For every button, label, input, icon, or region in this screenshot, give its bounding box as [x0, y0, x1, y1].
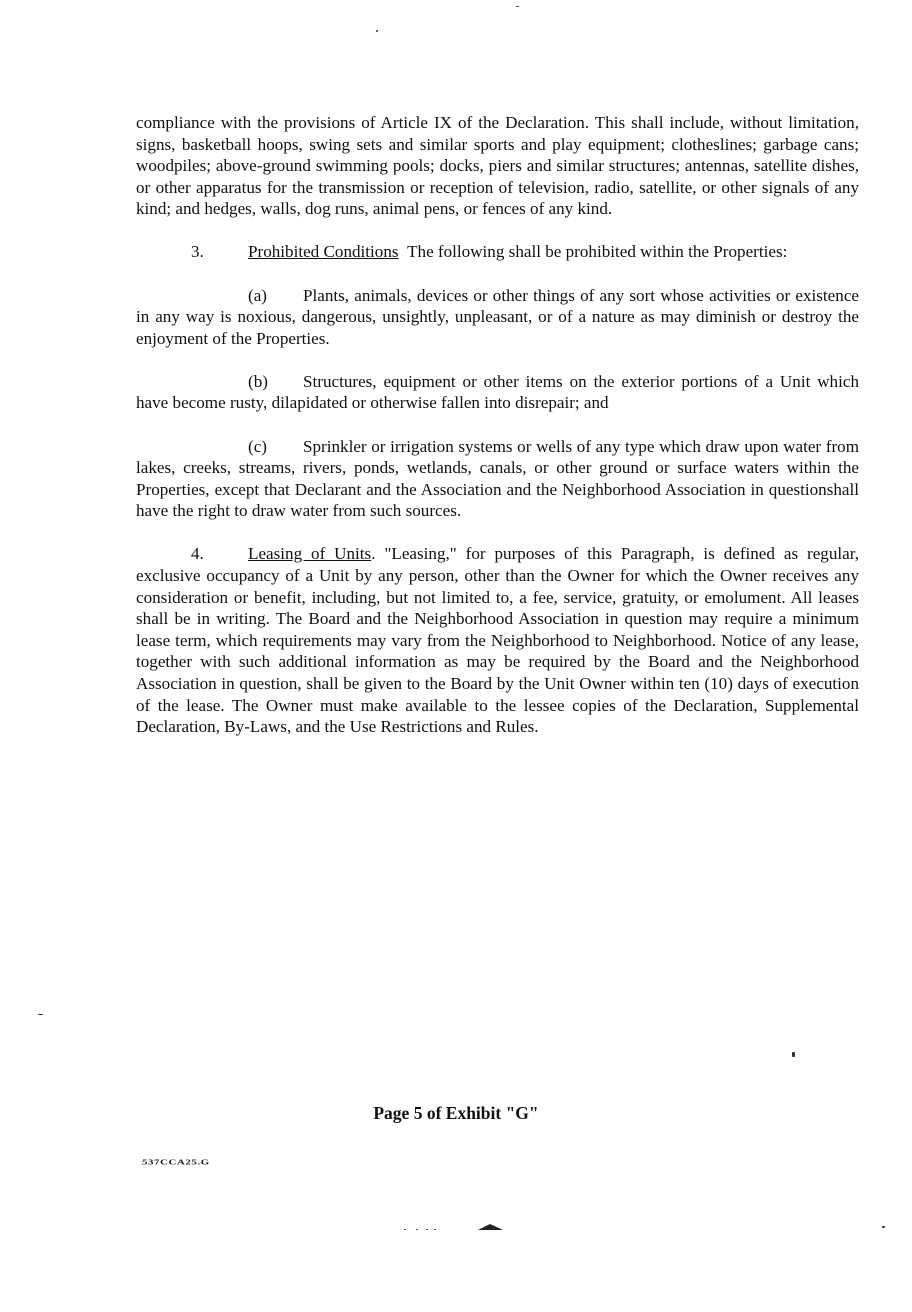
section-3-heading: Prohibited Conditions — [248, 242, 399, 262]
section-4-paragraph — [136, 543, 859, 737]
section-3-item-b — [136, 371, 859, 414]
scan-speck — [426, 1229, 428, 1230]
item-c-label: (c) — [248, 436, 267, 456]
item-a-text: Plants, animals, devices or other things of any sort whose activities or existence in any way is noxious, dangerous, unsightly, unpleasant, or of a nature as may diminish or destroy the enjoyment of the Properties. — [136, 285, 859, 348]
section-3-text: The following shall be prohibited within the Properties: — [407, 242, 788, 262]
section-4-heading: Leasing of Units — [248, 544, 372, 564]
scan-speck — [516, 6, 519, 7]
page-footer: Page 5 of Exhibit "G" — [373, 1103, 539, 1123]
scan-speck — [792, 1052, 795, 1057]
document-body — [136, 112, 859, 759]
section-3-number: 3. — [191, 242, 204, 262]
scan-speck — [416, 1229, 418, 1230]
scan-speck — [404, 1229, 406, 1230]
scan-speck — [376, 30, 378, 32]
section-3-paragraph — [136, 241, 859, 263]
document-code: 537CCA25.G — [142, 1158, 210, 1167]
scan-speck — [434, 1229, 436, 1230]
item-b-text: Structures, equipment or other items on the exterior portions of a Unit which have become rusty, dilapidated or otherwise fallen into disrepair; and — [136, 371, 859, 413]
scan-smudge — [478, 1222, 504, 1232]
section-4-number: 4. — [191, 544, 204, 564]
section-3-item-c — [136, 436, 859, 522]
section-3-item-a — [136, 285, 859, 350]
item-a-label: (a) — [248, 285, 267, 305]
item-c-text: Sprinkler or irrigation systems or wells of any type which draw upon water from lakes, creeks, streams, rivers, ponds, wetlands, canals, or other ground or surface waters within the Properties, except that Declarant and the Association and the Neighborhood Association in questionshall have the right to draw water from such sources. — [136, 436, 859, 521]
scan-speck — [882, 1226, 885, 1228]
item-b-label: (b) — [248, 371, 268, 391]
scan-speck — [38, 1014, 43, 1015]
section-4-text: . "Leasing," for purposes of this Paragraph, is defined as regular, exclusive occupancy of a Unit by any person, other than the Owner for which the Owner receives any consideration or benefit, including, but not limited to, a fee, service, gratuity, or emolument. All leases shall be in writing. The Board and the Neighborhood Association in question may require a minimum lease term, which requirements may vary from the Neighborhood to Neighborhood. Notice of any lease, together with such additional information as may be required by the Board and the Neighborhood Association in question, shall be given to the Board by the Unit Owner within ten (10) days of execution of the lease. The Owner must make available to the lessee copies of the Declaration, Supplemental Declaration, By-Laws, and the Use Restrictions and Rules. — [136, 544, 859, 737]
intro-paragraph: compliance with the provisions of Article IX of the Declaration. This shall include, without limitation, signs, basketball hoops, swing sets and similar sports and play equipment; clotheslines; garbage cans; woodpiles; above-ground swimming pools; docks, piers and similar structures; antennas, satellite dishes, or other apparatus for the transmission or reception of television, radio, satellite, or other signals of any kind; and hedges, walls, dog runs, animal pens, or fences of any kind. — [136, 113, 859, 219]
